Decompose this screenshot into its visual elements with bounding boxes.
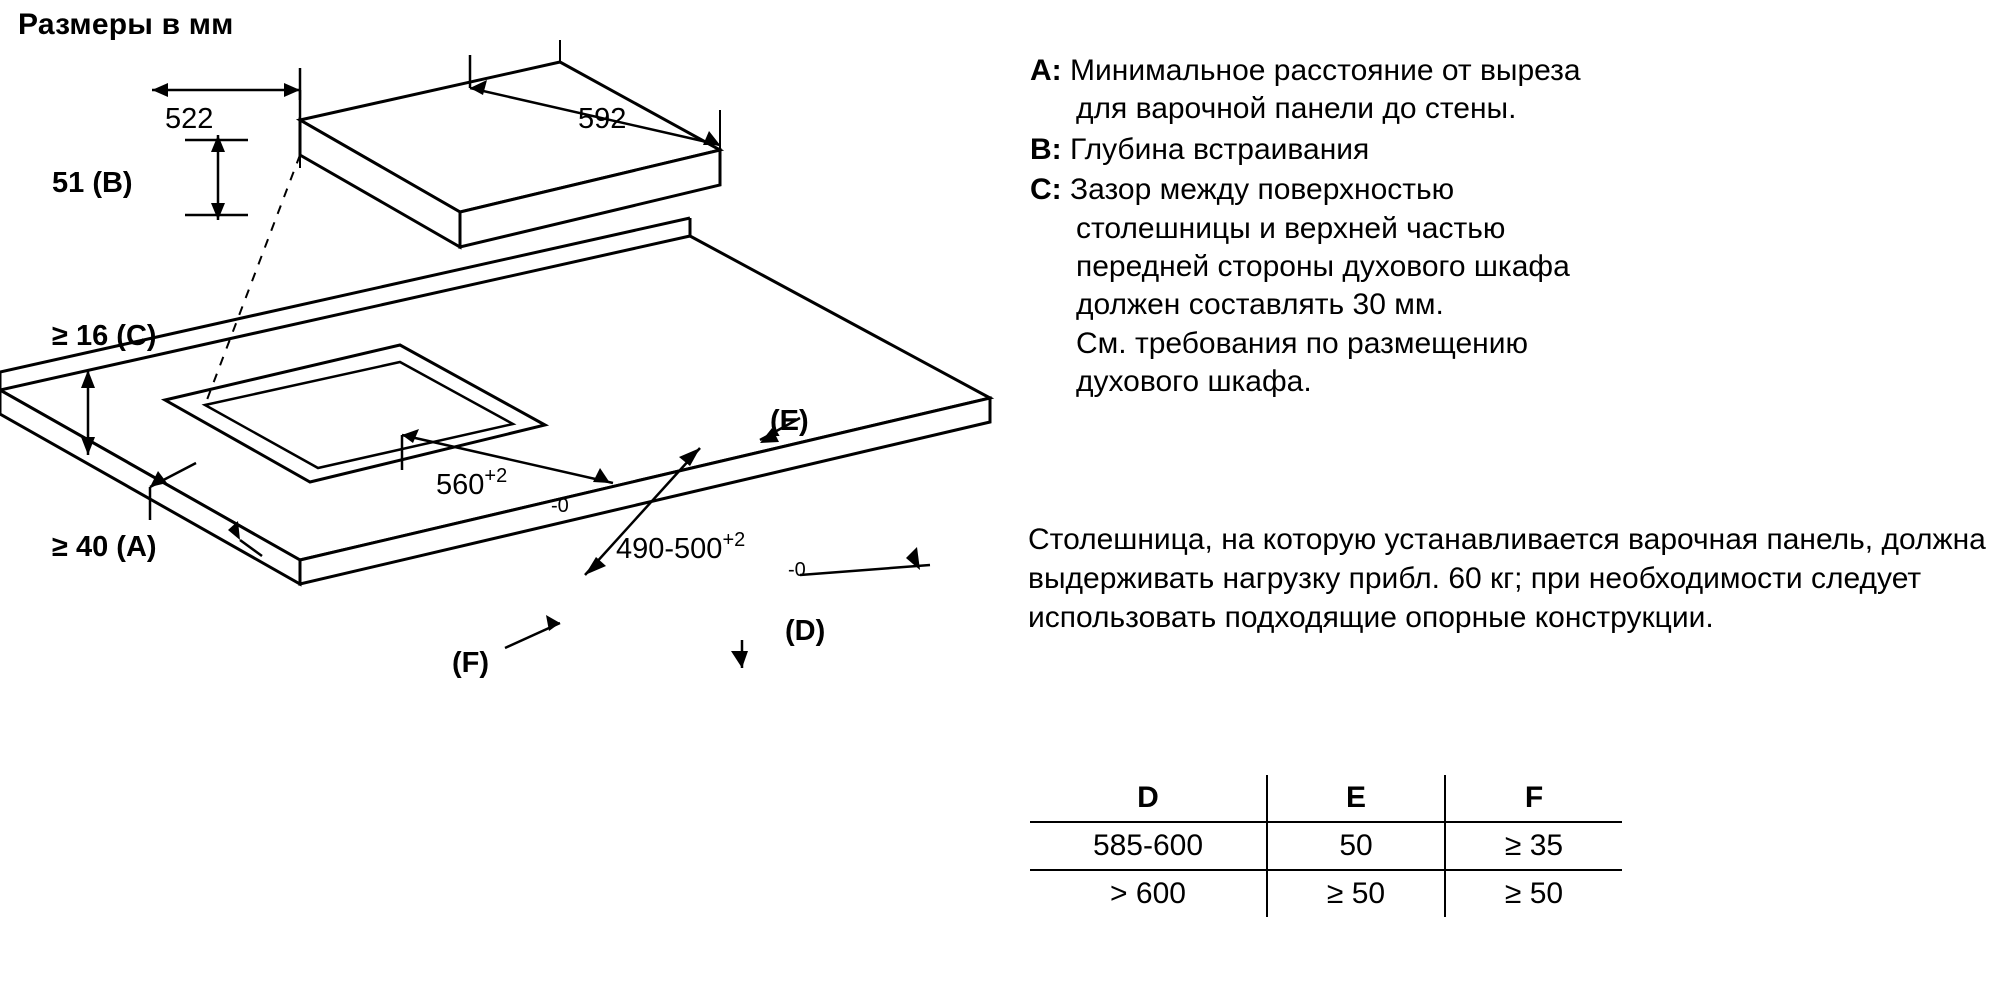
legend-key-b: B — [1030, 132, 1052, 166]
label-592: 592 — [578, 103, 627, 135]
label-51-b: 51 (B) — [52, 167, 133, 199]
table-header-row — [1030, 775, 1622, 822]
table-cell-e-2: ≥ 50 — [1267, 870, 1445, 917]
legend-text-a-line1: Минимальное расстояние от выреза — [1070, 54, 1581, 87]
label-16-c: ≥ 16 (C) — [52, 320, 157, 352]
legend-key-c: C — [1030, 173, 1052, 207]
table-header-f: F — [1445, 775, 1622, 822]
table-cell-f-1: ≥ 35 — [1445, 822, 1622, 870]
legend-item-b — [1030, 131, 1970, 169]
legend-text-c-line1: Зазор между поверхностью — [1070, 173, 1455, 207]
leader-d — [731, 547, 930, 668]
legend-item-c — [1030, 171, 1970, 401]
label-40-a: ≥ 40 (A) — [52, 531, 157, 563]
legend-list — [1030, 52, 1970, 404]
legend-text-c-line2: столешницы и верхней частью — [1076, 211, 1506, 245]
dimension-51b — [185, 135, 248, 220]
legend-text-a-line2: для варочной панели до стены. — [1076, 92, 1517, 126]
legend-key-a: A — [1030, 54, 1052, 87]
cooktop-slab — [300, 62, 720, 247]
table-cell-e-1: 50 — [1267, 822, 1445, 870]
legend-sep-a: : — [1051, 54, 1062, 87]
label-522: 522 — [165, 103, 214, 135]
table-header-e: E — [1267, 775, 1445, 822]
legend-text-c-line6: духового шкафа. — [1076, 365, 1312, 399]
label-e: (E) — [770, 405, 809, 437]
label-560: $560^{+2}-0$ — [436, 465, 569, 517]
label-f: (F) — [452, 647, 490, 679]
legend-text-c-line4: должен составлять 30 мм. — [1076, 288, 1444, 322]
label-490-500: $490-500^{+2}-0$ — [616, 529, 806, 581]
legend-text-c-line3: передней стороны духового шкафа — [1076, 249, 1570, 283]
label-d: (D) — [785, 615, 826, 647]
table-cell-d-1: 585-600 — [1030, 822, 1267, 870]
legend-item-a — [1030, 52, 1970, 129]
table-header-d: D — [1030, 775, 1267, 822]
dimension-table — [1030, 775, 1622, 917]
legend-text-b-line1: Глубина встраивания — [1070, 132, 1370, 166]
table-row — [1030, 822, 1622, 870]
dimension-table-wrap — [1030, 775, 1622, 917]
table-cell-f-2: ≥ 50 — [1445, 870, 1622, 917]
legend-text-c-line5: См. требования по размещению — [1076, 326, 1529, 360]
page-title: Размеры в мм — [18, 8, 234, 41]
legend-sep-b: : — [1051, 132, 1062, 166]
load-bearing-note: Столешница, на которую устанавливается варочная панель, должна выдерживать нагрузку прибл. 60 кг; при необходимости следует использовать подходящие опорные конструкции. — [1028, 523, 1986, 634]
table-cell-d-2: > 600 — [1110, 877, 1186, 910]
legend-sep-c: : — [1051, 173, 1062, 207]
leader-f — [505, 615, 560, 648]
table-row — [1030, 870, 1622, 917]
